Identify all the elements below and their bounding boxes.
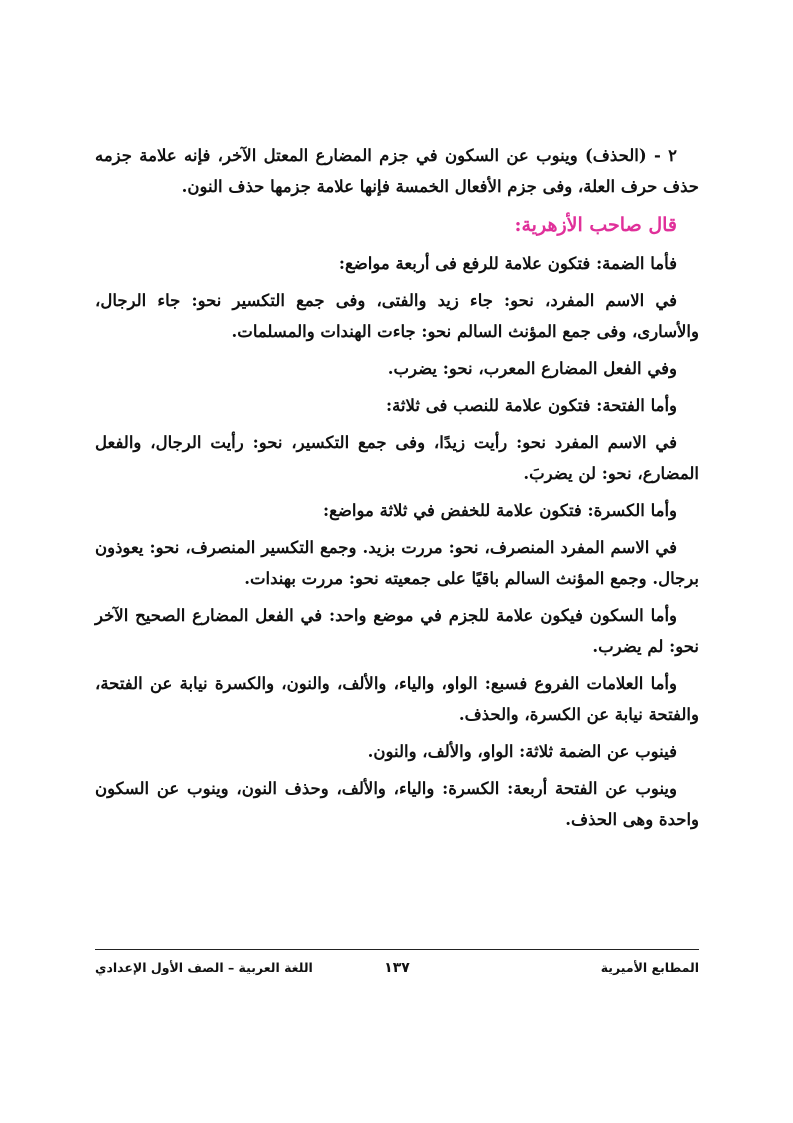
paragraph-fatha-substitutes: وينوب عن الفتحة أربعة: الكسرة: والياء، والألف، وحذف النون، وينوب عن السكون واحدة وهى الحذف. <box>95 779 699 829</box>
paragraph-kasra-intro: وأما الكسرة: فتكون علامة للخفض في ثلاثة مواضع: <box>323 501 677 520</box>
paragraph-deletion-rule: ٢ - (الحذف) وينوب عن السكون في جزم المضارع المعتل الآخر، فإنه علامة جزمه حذف حرف العلة، وفى جزم الأفعال الخمسة فإنها علامة جزمها حذف النون. <box>95 146 699 196</box>
paragraph-damma-examples: في الاسم المفرد، نحو: جاء زيد والفتى، وفى جمع التكسير نحو: جاء الرجال، والأسارى، وفى جمع المؤنث السالم نحو: جاءت الهندات والمسلمات. <box>95 291 699 341</box>
page-footer <box>95 960 699 984</box>
paragraph-kasra-examples: في الاسم المفرد المنصرف، نحو: مررت بزيد. وجمع التكسير المنصرف، نحو: يعوذون برجال. وجمع المؤنث السالم باقيًا على جمعيته نحو: مررت بهندات. <box>95 538 699 588</box>
footer-divider <box>95 949 699 950</box>
paragraph-damma-verb: وفي الفعل المضارع المعرب، نحو: يضرب. <box>387 359 677 378</box>
page-body <box>95 140 699 841</box>
paragraph-damma-intro: فأما الضمة: فتكون علامة للرفع فى أربعة مواضع: <box>338 254 677 273</box>
paragraph-fatha-intro: وأما الفتحة: فتكون علامة للنصب فى ثلاثة: <box>386 396 677 415</box>
footer-publisher: المطابع الأميرية <box>600 960 699 975</box>
section-heading: قال صاحب الأزهرية: <box>514 214 677 236</box>
paragraph-damma-substitutes: فينوب عن الضمة ثلاثة: الواو، والألف، والنون. <box>367 742 677 761</box>
paragraph-branch-signs: وأما العلامات الفروع فسبع: الواو، والياء، والألف، والنون، والكسرة نيابة عن الفتحة، والفتحة نيابة عن الكسرة، والحذف. <box>95 674 699 724</box>
paragraph-sukun: وأما السكون فيكون علامة للجزم في موضع واحد: في الفعل المضارع الصحيح الآخر نحو: لم يضرب. <box>95 606 699 656</box>
footer-book-title: اللغة العربية – الصف الأول الإعدادي <box>95 960 313 975</box>
footer-page-number: ١٣٧ <box>384 960 410 976</box>
paragraph-fatha-examples: في الاسم المفرد نحو: رأيت زيدًا، وفى جمع التكسير، نحو: رأيت الرجال، والفعل المضارع، نحو: لن يضربَ. <box>95 433 699 483</box>
